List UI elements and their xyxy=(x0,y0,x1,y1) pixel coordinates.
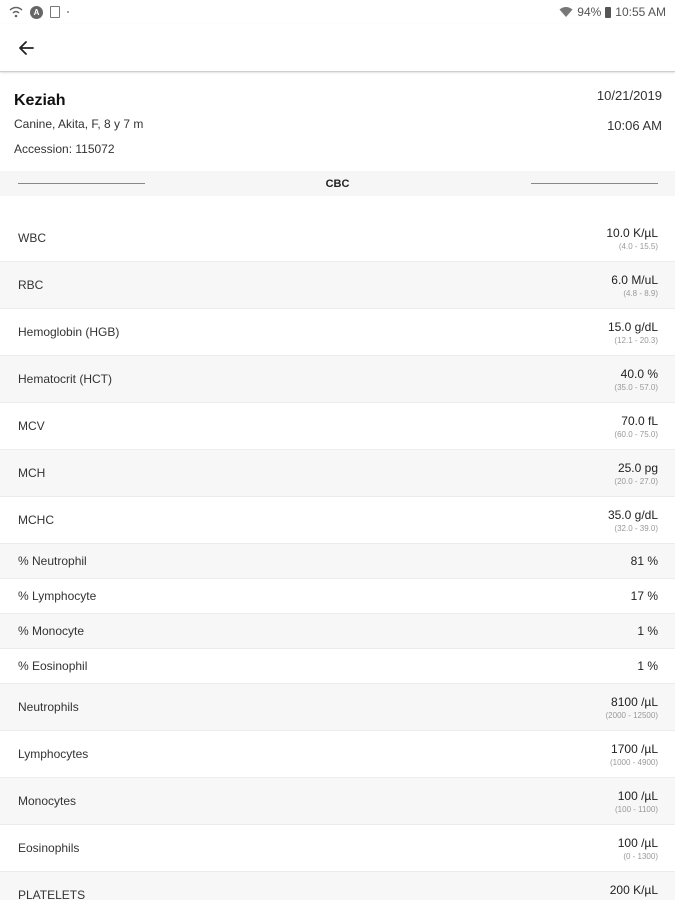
result-row xyxy=(0,649,675,684)
result-label: % Neutrophil xyxy=(18,554,87,568)
result-row xyxy=(0,262,675,309)
signal-icon xyxy=(9,6,23,18)
result-row xyxy=(0,356,675,403)
result-time: 10:06 AM xyxy=(607,118,662,133)
result-value: 1700 /µL xyxy=(611,742,658,756)
reference-range: (32.0 - 39.0) xyxy=(614,524,658,533)
result-value: 8100 /µL xyxy=(611,695,658,709)
result-value: 200 K/µL xyxy=(609,883,658,897)
result-label: % Monocyte xyxy=(18,624,85,638)
result-value: 17 % xyxy=(630,589,658,603)
result-value: 1 % xyxy=(637,659,658,673)
result-label: Hemoglobin (HGB) xyxy=(18,325,120,339)
result-label: Hematocrit (HCT) xyxy=(18,372,113,386)
reference-range: (4.8 - 8.9) xyxy=(623,289,658,298)
result-value: 100 /µL xyxy=(617,789,658,803)
reference-range: (35.0 - 57.0) xyxy=(614,383,658,392)
reference-range: (0 - 1300) xyxy=(623,852,658,861)
battery-percent: 94% xyxy=(577,5,602,19)
result-label: MCH xyxy=(18,466,46,480)
result-row xyxy=(0,450,675,497)
result-row xyxy=(0,309,675,356)
reference-range: (60.0 - 75.0) xyxy=(614,430,658,439)
result-label: MCV xyxy=(18,419,45,433)
result-value: 35.0 g/dL xyxy=(607,508,658,522)
result-row xyxy=(0,825,675,872)
result-value: 15.0 g/dL xyxy=(607,320,658,334)
section-divider-right xyxy=(531,183,658,184)
result-row xyxy=(0,497,675,544)
reference-range: (2000 - 12500) xyxy=(605,711,658,720)
arrow-left-icon xyxy=(18,40,34,56)
status-bar xyxy=(0,0,675,24)
result-value: 81 % xyxy=(630,554,658,568)
result-row xyxy=(0,872,675,900)
accession-number: Accession: 115072 xyxy=(14,142,115,156)
result-label: % Lymphocyte xyxy=(18,589,97,603)
battery-icon xyxy=(605,7,611,18)
patient-description: Canine, Akita, F, 8 y 7 m xyxy=(14,117,144,131)
notification-a-icon: A xyxy=(30,6,43,19)
result-label: MCHC xyxy=(18,513,54,527)
patient-name: Keziah xyxy=(14,92,66,109)
result-label: % Eosinophil xyxy=(18,659,88,673)
clipboard-icon xyxy=(50,6,60,18)
dot-icon xyxy=(67,11,69,13)
result-row xyxy=(0,731,675,778)
reference-range: (1000 - 4900) xyxy=(609,758,658,767)
wifi-icon xyxy=(559,6,573,18)
result-row xyxy=(0,215,675,262)
reference-range: (20.0 - 27.0) xyxy=(614,477,658,486)
result-label: WBC xyxy=(18,231,46,245)
section-header-cbc xyxy=(0,171,675,196)
result-label: PLATELETS xyxy=(18,888,86,900)
result-row xyxy=(0,778,675,825)
result-label: Monocytes xyxy=(18,794,77,808)
result-value: 25.0 pg xyxy=(617,461,658,475)
result-row xyxy=(0,614,675,649)
status-time: 10:55 AM xyxy=(615,5,666,19)
status-icons-right xyxy=(559,5,666,19)
results-list xyxy=(0,215,675,900)
reference-range: (4.0 - 15.5) xyxy=(618,242,658,251)
app-bar xyxy=(0,24,675,72)
result-label: Neutrophils xyxy=(18,700,79,714)
result-label: Eosinophils xyxy=(18,841,80,855)
status-icons-left xyxy=(9,6,69,19)
reference-range: (100 - 1100) xyxy=(615,805,658,814)
result-value: 6.0 M/uL xyxy=(611,273,658,287)
result-label: Lymphocytes xyxy=(18,747,89,761)
section-title: CBC xyxy=(325,178,350,190)
back-button[interactable] xyxy=(12,34,40,62)
result-row xyxy=(0,403,675,450)
result-value: 1 % xyxy=(637,624,658,638)
result-value: 100 /µL xyxy=(617,836,658,850)
result-value: 70.0 fL xyxy=(621,414,658,428)
result-row xyxy=(0,579,675,614)
result-label: RBC xyxy=(18,278,44,292)
result-row xyxy=(0,684,675,731)
result-value: 10.0 K/µL xyxy=(606,226,658,240)
patient-header xyxy=(0,73,675,170)
result-row xyxy=(0,544,675,579)
result-date: 10/21/2019 xyxy=(596,88,662,103)
result-value: 40.0 % xyxy=(620,367,658,381)
reference-range: (12.1 - 20.3) xyxy=(614,336,658,345)
